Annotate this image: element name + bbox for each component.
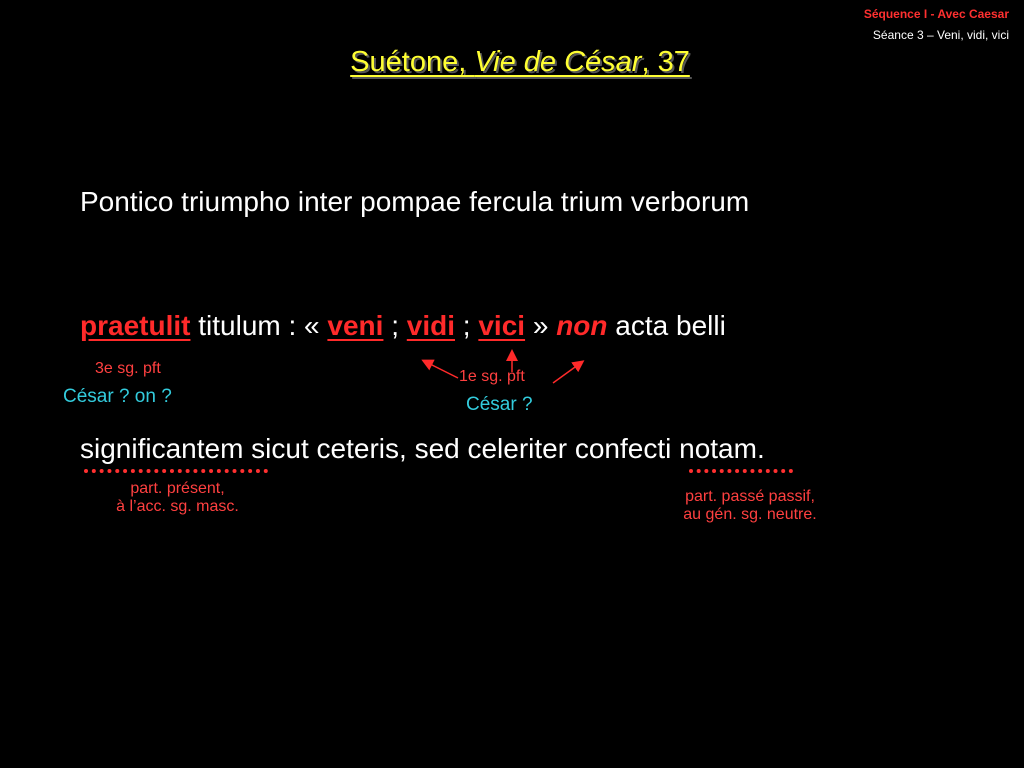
confecti-note-line-2: au gén. sg. neutre. xyxy=(683,506,817,523)
word-praetulit: praetulit xyxy=(80,310,191,341)
title-author: Suétone, xyxy=(350,46,475,78)
seance-label: Séance 3 – Veni, vidi, vici xyxy=(872,28,1009,42)
veni-subject-note: César ? xyxy=(466,394,533,415)
sequence-label: Séquence I - Avec Caesar xyxy=(863,7,1009,21)
separator-1: ; xyxy=(383,310,407,341)
significantem-note-line-1: part. présent, xyxy=(130,480,225,497)
quote-close: » xyxy=(525,310,557,341)
veni-form-note: 1e sg. pft xyxy=(459,368,525,385)
arrow-to-veni xyxy=(424,361,458,378)
word-titulum: titulum : « xyxy=(190,310,328,341)
confecti-note xyxy=(660,488,840,524)
word-vici: vici xyxy=(478,310,526,341)
separator-2: ; xyxy=(455,310,479,341)
confecti-underline xyxy=(689,469,793,473)
praetulit-subject-note: César ? on ? xyxy=(63,386,172,407)
significantem-note-line-2: à l’acc. sg. masc. xyxy=(116,498,239,515)
word-non: non xyxy=(556,310,608,341)
word-veni: veni xyxy=(327,310,384,341)
confecti-note-line-1: part. passé passif, xyxy=(685,488,815,505)
word-vidi: vidi xyxy=(406,310,456,341)
praetulit-form-note: 3e sg. pft xyxy=(95,360,161,377)
title-work: Vie de César xyxy=(474,46,642,78)
significantem-note xyxy=(95,480,260,516)
significantem-underline xyxy=(84,469,268,473)
word-acta-belli: acta belli xyxy=(607,310,726,341)
latin-line-1: Pontico triumpho inter pompae fercula trium verborum xyxy=(80,186,750,217)
latin-line-3: significantem sicut ceteris, sed celeriter confecti notam. xyxy=(80,433,765,464)
title-ref: , 37 xyxy=(641,46,690,78)
arrow-to-vici xyxy=(553,362,582,383)
